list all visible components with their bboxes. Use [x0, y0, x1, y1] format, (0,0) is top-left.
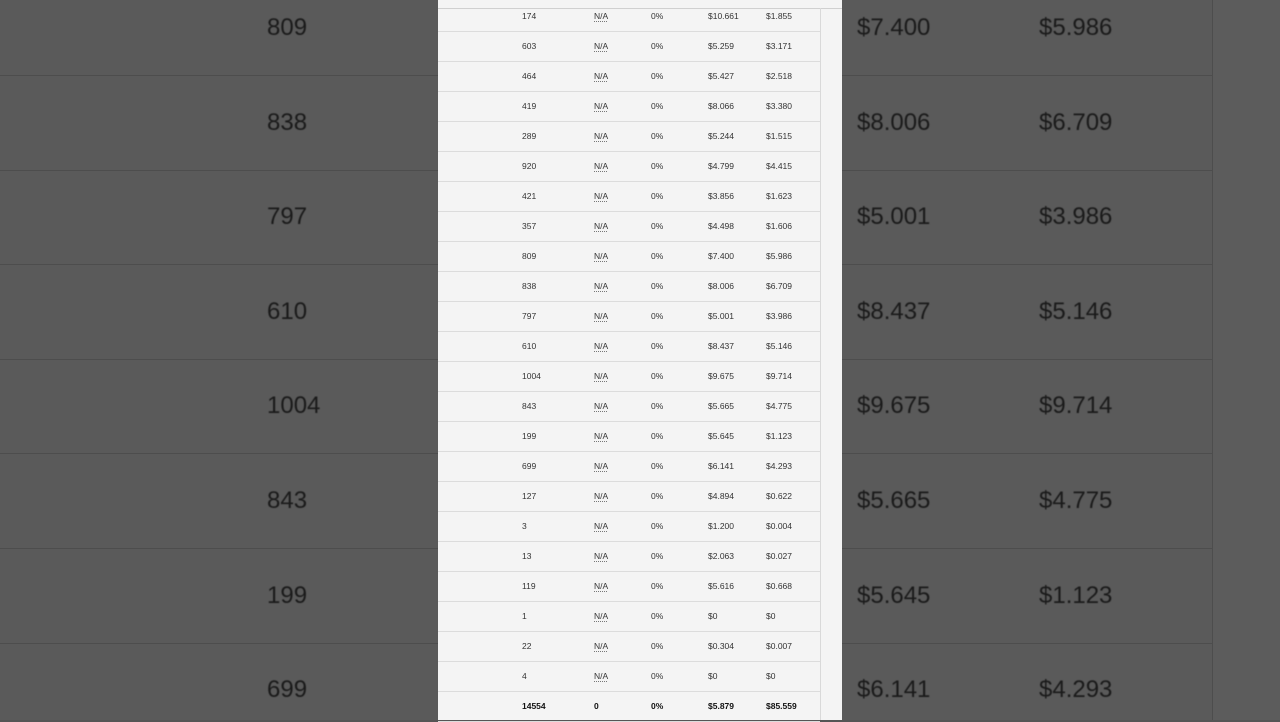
- orders-cell: 1004: [522, 371, 541, 381]
- revenue-cell: $4.775: [766, 401, 792, 411]
- status-cell[interactable]: N/A: [594, 41, 609, 51]
- orders-cell: 119: [522, 581, 536, 591]
- value-cell: $10.661: [708, 11, 739, 21]
- orders-cell: 920: [522, 161, 537, 171]
- revenue-cell: $0.622: [766, 491, 792, 501]
- status-cell[interactable]: N/A: [594, 641, 609, 651]
- value-cell: $0.304: [708, 641, 734, 651]
- value-cell: $7.400: [708, 251, 734, 261]
- status-cell[interactable]: N/A: [594, 551, 609, 561]
- revenue-cell: $1.855: [766, 11, 792, 21]
- background-cell-col-b: $4.293: [1039, 676, 1113, 704]
- orders-cell: 289: [522, 131, 537, 141]
- orders-cell: 199: [522, 431, 537, 441]
- percent-cell: 0%: [651, 521, 664, 531]
- percent-cell: 0%: [651, 251, 664, 261]
- background-cell-col-a: $6.141: [857, 676, 931, 704]
- background-cell-col-a: $5.645: [857, 581, 931, 609]
- background-cell-col-b: $1.123: [1039, 581, 1113, 609]
- status-cell[interactable]: N/A: [594, 431, 609, 441]
- revenue-cell: $2.518: [766, 71, 792, 81]
- background-cell-col-a: $8.437: [857, 297, 931, 325]
- value-cell: $9.675: [708, 371, 734, 381]
- orders-cell: 14554: [522, 701, 546, 711]
- value-cell: $5.259: [708, 41, 734, 51]
- table-row: [438, 452, 820, 482]
- revenue-cell: $4.415: [766, 161, 792, 171]
- background-cell-col-b: $6.709: [1039, 108, 1113, 136]
- table-row: [438, 92, 820, 122]
- background-cell-col-b: $4.775: [1039, 487, 1113, 514]
- status-cell[interactable]: N/A: [594, 11, 609, 21]
- status-cell[interactable]: N/A: [594, 131, 609, 141]
- percent-cell: 0%: [651, 191, 664, 201]
- status-cell[interactable]: N/A: [594, 401, 609, 411]
- background-cell-col-a: $9.675: [857, 392, 931, 420]
- value-cell: $1.200: [708, 521, 734, 531]
- table-scrollbar-track[interactable]: [820, 8, 821, 720]
- status-cell[interactable]: N/A: [594, 371, 609, 381]
- table-row: [438, 152, 820, 182]
- value-cell: $5.879: [708, 701, 734, 711]
- value-cell: $0: [708, 611, 718, 621]
- status-cell[interactable]: N/A: [594, 461, 609, 471]
- orders-cell: 699: [522, 461, 537, 471]
- value-cell: $5.665: [708, 401, 734, 411]
- table-row: [438, 482, 820, 512]
- table-row: [438, 302, 820, 332]
- table-total-row: [438, 692, 820, 722]
- value-cell: $5.645: [708, 431, 734, 441]
- orders-cell: 464: [522, 71, 537, 81]
- status-cell[interactable]: N/A: [594, 71, 609, 81]
- percent-cell: 0%: [651, 371, 664, 381]
- revenue-cell: $0: [766, 611, 776, 621]
- value-cell: $5.001: [708, 311, 734, 321]
- percent-cell: 0%: [651, 131, 664, 141]
- percent-cell: 0%: [651, 401, 664, 411]
- status-cell[interactable]: N/A: [594, 341, 609, 351]
- status-cell: 0: [594, 701, 599, 711]
- revenue-cell: $4.293: [766, 461, 792, 471]
- value-cell: $8.006: [708, 281, 734, 291]
- status-cell[interactable]: N/A: [594, 251, 609, 261]
- value-cell: $5.616: [708, 581, 734, 591]
- percent-cell: 0%: [651, 221, 664, 231]
- percent-cell: 0%: [651, 641, 664, 651]
- orders-cell: 419: [522, 101, 537, 111]
- percent-cell: 0%: [651, 431, 664, 441]
- status-cell[interactable]: N/A: [594, 611, 609, 621]
- table-row: [438, 392, 820, 422]
- revenue-cell: $1.606: [766, 221, 792, 231]
- orders-cell: 843: [522, 401, 537, 411]
- background-cell-orders: 699: [267, 676, 308, 704]
- table-row: [438, 242, 820, 272]
- table-row: [438, 32, 820, 62]
- orders-cell: 809: [522, 251, 537, 261]
- value-cell: $4.894: [708, 491, 734, 501]
- background-cell-col-a: $5.665: [857, 487, 931, 514]
- background-cell-orders: 809: [267, 14, 308, 41]
- table-row: [438, 542, 820, 572]
- revenue-cell: $1.623: [766, 191, 792, 201]
- status-cell[interactable]: N/A: [594, 281, 609, 291]
- orders-cell: 421: [522, 191, 537, 201]
- table-row: [438, 272, 820, 302]
- background-cell-orders: 1004: [267, 392, 321, 420]
- status-cell[interactable]: N/A: [594, 101, 609, 111]
- revenue-cell: $3.986: [766, 311, 792, 321]
- background-cell-col-b: $9.714: [1039, 392, 1113, 420]
- percent-cell: 0%: [651, 161, 664, 171]
- revenue-cell: $3.171: [766, 41, 792, 51]
- percent-cell: 0%: [651, 671, 664, 681]
- value-cell: $3.856: [708, 191, 734, 201]
- value-cell: $8.066: [708, 101, 734, 111]
- table-row: [438, 212, 820, 242]
- background-cell-col-a: $5.001: [857, 203, 931, 231]
- percent-cell: 0%: [651, 101, 664, 111]
- background-cell-col-b: $5.986: [1039, 14, 1113, 41]
- orders-cell: 22: [522, 641, 532, 651]
- revenue-cell: $5.986: [766, 251, 792, 261]
- status-cell[interactable]: N/A: [594, 311, 609, 321]
- revenue-cell: $1.515: [766, 131, 792, 141]
- background-cell-col-b: $5.146: [1039, 297, 1113, 325]
- table-row: [438, 422, 820, 452]
- orders-cell: 4: [522, 671, 527, 681]
- table-row: [438, 2, 820, 32]
- percent-cell: 0%: [651, 341, 664, 351]
- value-cell: $4.498: [708, 221, 734, 231]
- data-table: [438, 2, 820, 722]
- percent-cell: 0%: [651, 41, 664, 51]
- background-cell-orders: 838: [267, 108, 308, 136]
- background-cell-col-a: $7.400: [857, 14, 931, 41]
- value-cell: $8.437: [708, 341, 734, 351]
- orders-cell: 3: [522, 521, 527, 531]
- percent-cell: 0%: [651, 701, 664, 711]
- orders-cell: 1: [522, 611, 527, 621]
- orders-cell: 127: [522, 491, 537, 501]
- value-cell: $0: [708, 671, 718, 681]
- value-cell: $2.063: [708, 551, 734, 561]
- status-cell[interactable]: N/A: [594, 161, 609, 171]
- percent-cell: 0%: [651, 491, 664, 501]
- orders-cell: 610: [522, 341, 537, 351]
- orders-cell: 797: [522, 311, 537, 321]
- background-cell-orders: 610: [267, 297, 308, 325]
- table-row: [438, 662, 820, 692]
- percent-cell: 0%: [651, 551, 664, 561]
- value-cell: $6.141: [708, 461, 734, 471]
- revenue-cell: $0.007: [766, 641, 792, 651]
- revenue-cell: $9.714: [766, 371, 792, 381]
- revenue-cell: $3.380: [766, 101, 792, 111]
- table-row: [438, 602, 820, 632]
- table-row: [438, 362, 820, 392]
- value-cell: $4.799: [708, 161, 734, 171]
- table-row: [438, 632, 820, 662]
- revenue-cell: $0: [766, 671, 776, 681]
- background-cell-orders: 797: [267, 203, 308, 231]
- data-table-panel: [438, 0, 842, 720]
- percent-cell: 0%: [651, 311, 664, 321]
- table-row: [438, 62, 820, 92]
- background-scrollbar-area: [1212, 0, 1280, 720]
- background-cell-orders: 843: [267, 487, 308, 514]
- table-row: [438, 572, 820, 602]
- percent-cell: 0%: [651, 11, 664, 21]
- revenue-cell: $6.709: [766, 281, 792, 291]
- status-cell[interactable]: N/A: [594, 581, 609, 591]
- revenue-cell: $85.559: [766, 701, 797, 711]
- orders-cell: 603: [522, 41, 537, 51]
- value-cell: $5.427: [708, 71, 734, 81]
- status-cell[interactable]: N/A: [594, 491, 609, 501]
- orders-cell: 174: [522, 11, 537, 21]
- percent-cell: 0%: [651, 281, 664, 291]
- revenue-cell: $0.027: [766, 551, 792, 561]
- revenue-cell: $1.123: [766, 431, 792, 441]
- orders-cell: 13: [522, 551, 532, 561]
- revenue-cell: $5.146: [766, 341, 792, 351]
- orders-cell: 838: [522, 281, 537, 291]
- percent-cell: 0%: [651, 71, 664, 81]
- orders-cell: 357: [522, 221, 537, 231]
- status-cell[interactable]: N/A: [594, 671, 609, 681]
- background-cell-col-a: $8.006: [857, 108, 931, 136]
- table-row: [438, 182, 820, 212]
- status-cell[interactable]: N/A: [594, 191, 609, 201]
- table-row: [438, 332, 820, 362]
- revenue-cell: $0.004: [766, 521, 792, 531]
- background-cell-col-b: $3.986: [1039, 203, 1113, 231]
- status-cell[interactable]: N/A: [594, 521, 609, 531]
- percent-cell: 0%: [651, 461, 664, 471]
- percent-cell: 0%: [651, 581, 664, 591]
- table-row: [438, 122, 820, 152]
- percent-cell: 0%: [651, 611, 664, 621]
- status-cell[interactable]: N/A: [594, 221, 609, 231]
- background-cell-orders: 199: [267, 581, 308, 609]
- table-row: [438, 512, 820, 542]
- value-cell: $5.244: [708, 131, 734, 141]
- revenue-cell: $0.668: [766, 581, 792, 591]
